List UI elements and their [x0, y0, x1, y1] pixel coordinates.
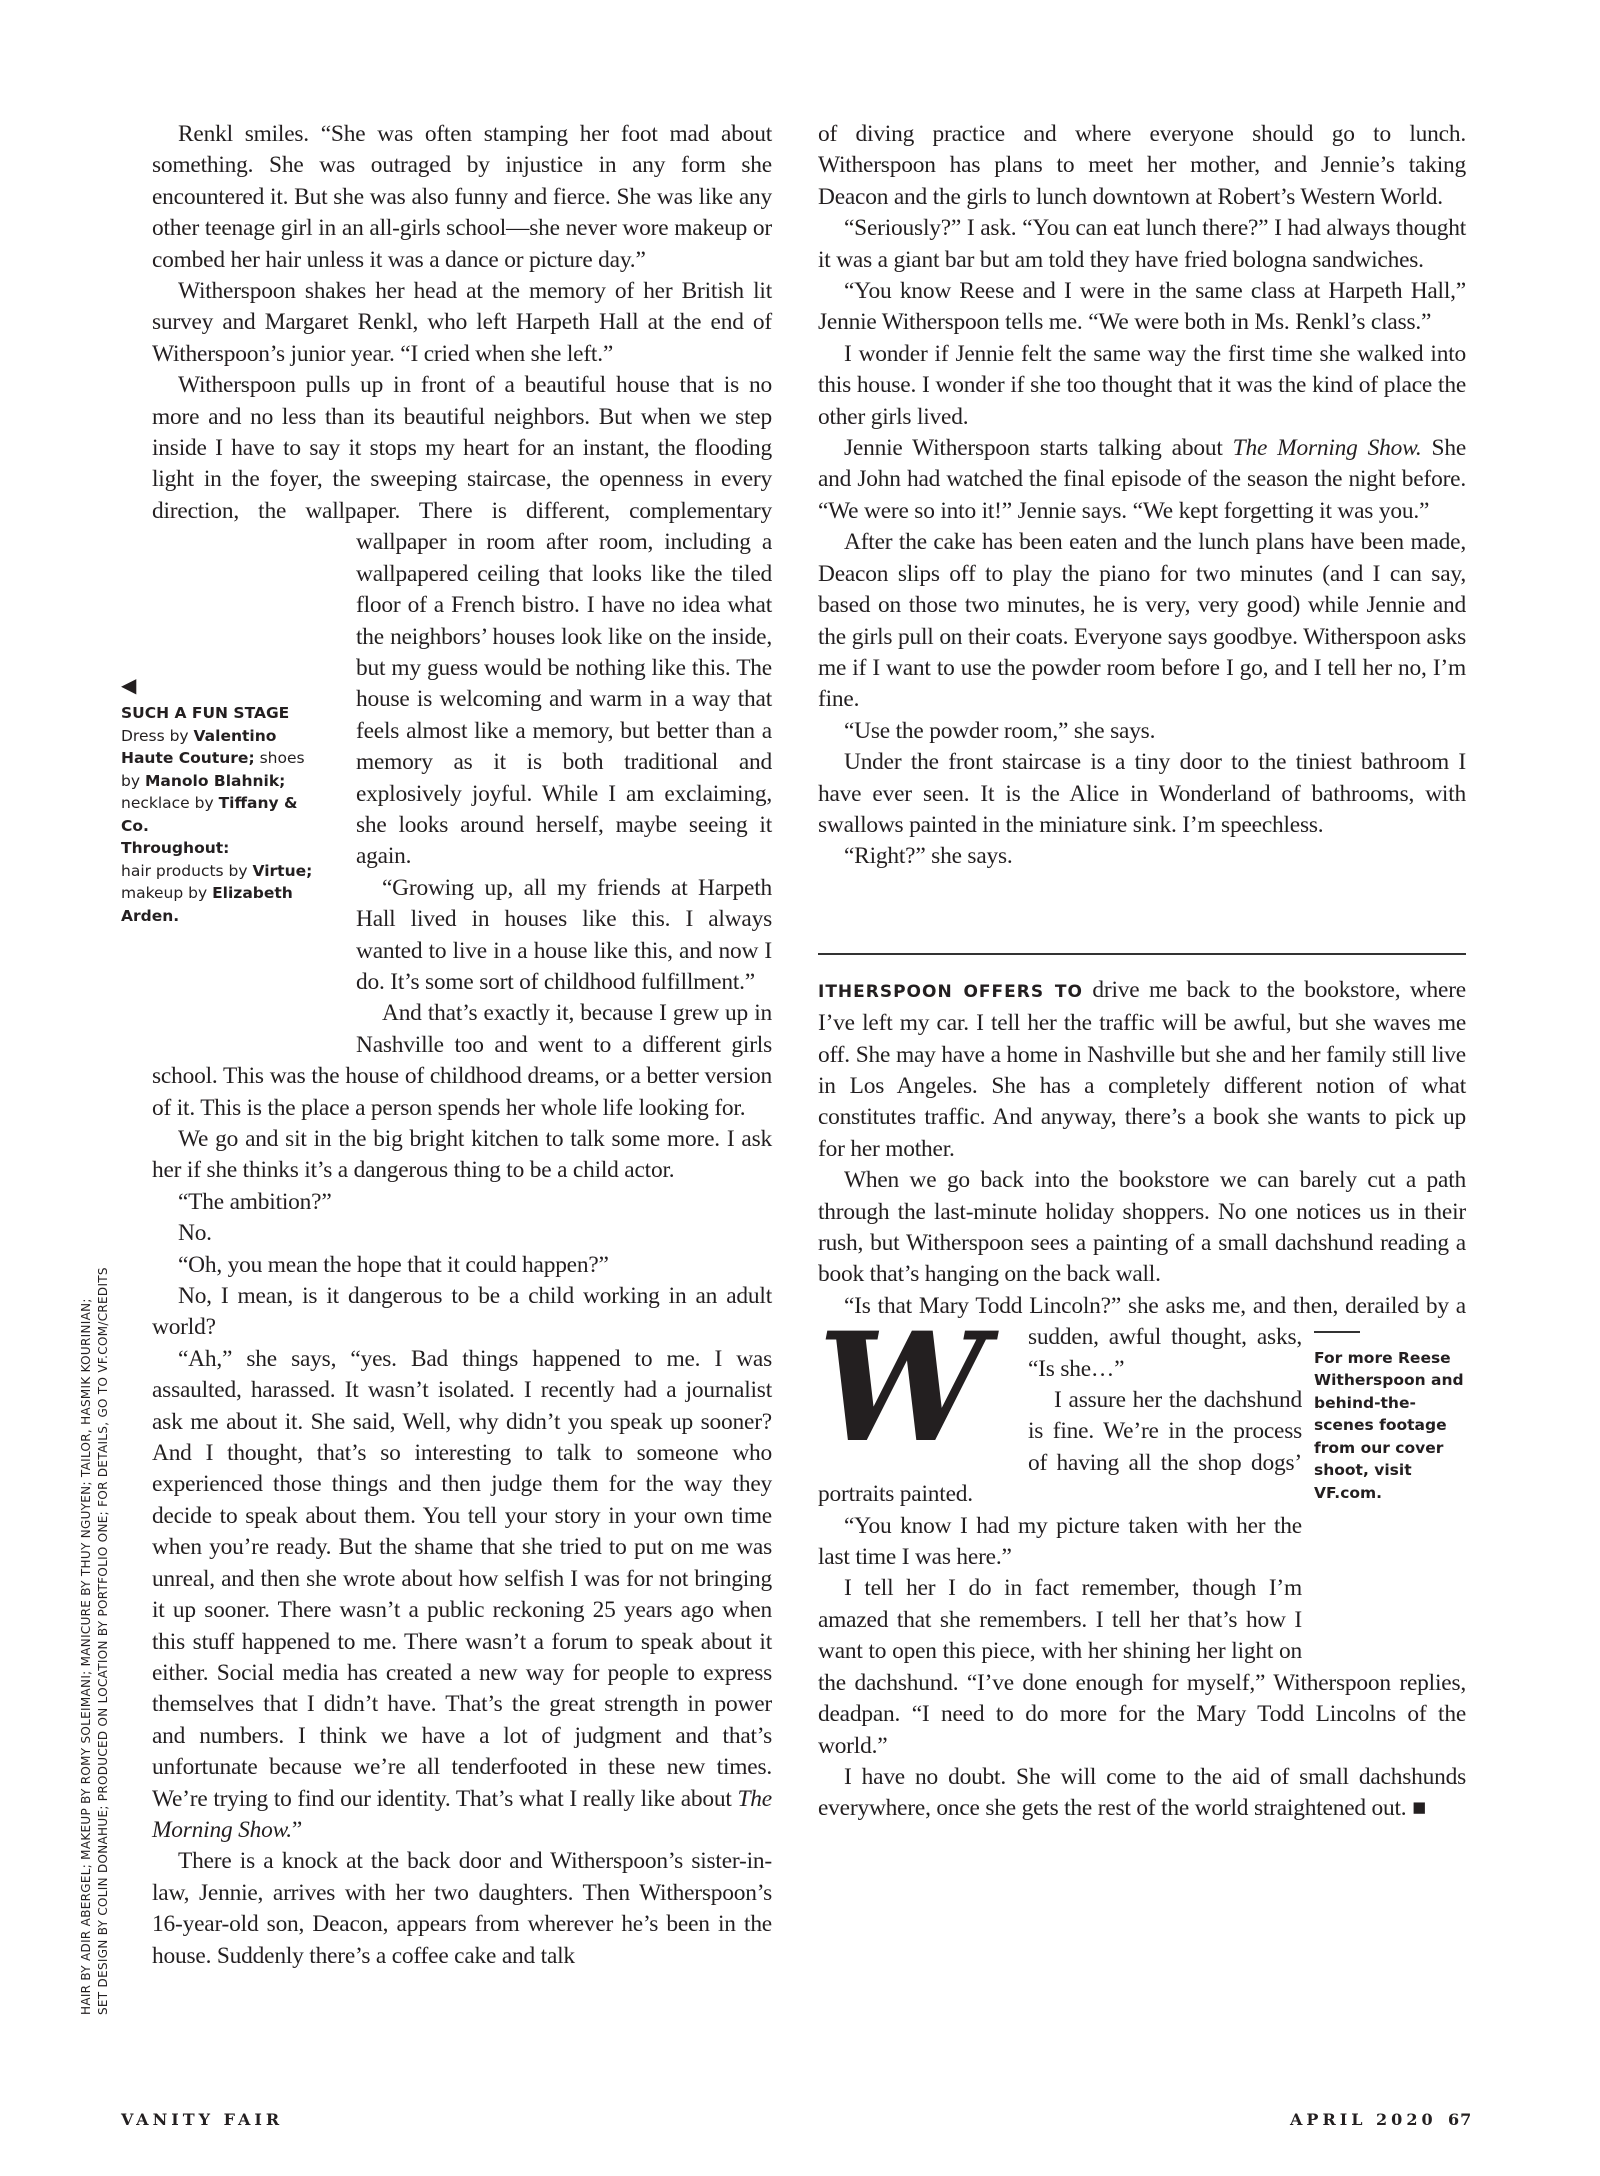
drop-cap: W	[818, 1299, 987, 1476]
paragraph-text: I tell her I do in fact remember, though I’m amazed that she remembers. I tell her that’s how I want to open this piece, with her shining her light on the dachshund. “I’ve done enough for myself,” Witherspoon replies, deadpan. “I need to do more for the Mary Todd Lincolns of the world.”	[818, 1575, 1466, 1759]
left-column	[121, 119, 772, 1972]
caption-text: shoes by	[121, 749, 305, 790]
footer-magazine: VANITY FAIR	[121, 2110, 284, 2129]
italic-title: The Morning Show.	[1232, 435, 1422, 462]
paragraph-text: ”	[291, 1816, 303, 1843]
paragraph	[152, 1218, 772, 1249]
paragraph-text: We go and sit in the big bright kitchen to talk some more. I ask her if she thinks it’s a dangerous thing to be a child actor.	[152, 1126, 772, 1184]
paragraph-text: When we go back into the bookstore we can barely cut a path through the last-minute holiday shoppers. No one notices us in their rush, but Witherspoon sees a painting of a small dachshund reading a book that’s hanging on the back wall.	[818, 1167, 1466, 1288]
caption-text: hair products by	[121, 861, 253, 880]
paragraph-text: “The ambition?”	[178, 1188, 332, 1215]
right-column	[818, 119, 1466, 1825]
paragraph	[152, 1846, 772, 1972]
lead-in: ITHERSPOON OFFERS TO	[818, 981, 1083, 1002]
paragraph	[152, 1187, 772, 1218]
caption-bold-text: Virtue;	[252, 861, 313, 880]
left-arrow-icon: ◀	[121, 673, 137, 697]
paragraph	[152, 1250, 772, 1281]
sidebar-note-text: For more Reese Witherspoon and behind-the-scenes footage from our cover shoot, visit VF.com.	[1314, 1348, 1464, 1502]
paragraph	[818, 1165, 1466, 1291]
paragraph-text: “Ah,” she says, “yes. Bad things happened to me. I was assaulted, harassed. It wasn’t isolated. I recently had a journalist ask me about it. She said, Well, why didn’t you speak up sooner? And I thought, that’s so interesting to talk to someone who experienced those things and then judge them for the way they decide to speak about them. You tell your story in your own time when you’re ready. But the shame that she tried to put on me was unreal, and then she wrote about how selfish I was for not bringing it up sooner. There wasn’t a public reckoning 25 years ago when this stuff happened to me. There wasn’t a forum to speak about it either. Social media has created a new way for people to express themselves that I didn’t have. That’s the great strength in power and numbers. I think we have a lot of judgment and that’s unfortunate because we’re all tenderfooted in these new times. We’re trying to find our identity. That’s what I really like about	[152, 1345, 772, 1812]
paragraph-text: And that’s exactly it, because I grew up in Nashville too and went to a different girls school. This was the house of childhood dreams, or a better version of it. This is the place a person spends her whole life looking for.	[152, 1000, 772, 1121]
caption-text: Dress by	[121, 726, 194, 745]
caption-inset	[121, 540, 356, 1046]
photo-caption	[121, 672, 321, 927]
paragraph	[818, 433, 1466, 527]
paragraph	[152, 1124, 772, 1187]
paragraph-text: “Is that Mary Todd Lincoln?” she asks me, and then, derailed by a sudden, awful thought, asks, “Is she…”	[844, 1292, 1466, 1382]
paragraph-text: drive me back to the bookstore, where I’ve left my car. I tell her the traffic will be awful, but she waves me off. She may have a home in Nashville but she and her family still live in Los Angeles. She has a completely different notion of what constitutes traffic. And anyway, there’s a book she wants to pick up for her mother.	[818, 976, 1466, 1162]
footer-issue: APRIL 2020	[1290, 2110, 1437, 2129]
paragraph-text: There is a knock at the back door and Witherspoon’s sister-in-law, Jennie, arrives with her two daughters. Then Witherspoon’s 16-year-old son, Deacon, appears from wherever he’s been in the house. Suddenly there’s a coffee cake and talk	[152, 1848, 772, 1969]
paragraph-text: I assure her the dachshund is fine. We’re in the process of having all the shop dogs’ portraits painted.	[818, 1387, 1302, 1508]
paragraph	[818, 1762, 1466, 1825]
paragraph-text: Witherspoon pulls up in front of a beautiful house that is no more and no less than its beautiful neighbors. But when we step inside I have to say it stops my heart for an instant, the flooding light in the foyer, the sweeping staircase, the openness in every direction, the wallpaper. There is different, complementary wallpaper in room after room, including a wallpapered ceiling that looks like the tiled floor of a French bistro. I have no idea what the neighbors’ houses look like on the inside, but my guess would be nothing like this. The house is welcoming and warm in a way that feels almost like a memory, but better than a memory as it is both traditional and explosively joyful. While I am exclaiming, she looks around herself, maybe seeing it again.	[152, 372, 772, 870]
right-column-section2	[818, 975, 1466, 1825]
paragraph	[152, 119, 772, 276]
paragraph-text: “You know Reese and I were in the same class at Harpeth Hall,” Jennie Witherspoon tells me. “We were both in Ms. Renkl’s class.”	[818, 278, 1466, 336]
paragraph	[818, 747, 1466, 841]
credits-line: HAIR BY ADIR ABERGEL; MAKEUP BY ROMY SOLEIMANI; MANICURE BY THUY NGUYEN; TAILOR, HASMIK KOURINIAN;	[79, 1298, 93, 2015]
caption-bold-text: Throughout:	[121, 839, 230, 857]
right-column-top	[818, 119, 1466, 873]
paragraph-text: “Seriously?” I ask. “You can eat lunch there?” I had always thought it was a giant bar but am told they have fried bologna sandwiches.	[818, 215, 1466, 273]
paragraph-text: No.	[178, 1220, 212, 1247]
paragraph-text: “You know I had my picture taken with her the last time I was here.”	[818, 1512, 1302, 1571]
page-number: 67	[1448, 2110, 1473, 2129]
paragraph	[818, 213, 1466, 276]
paragraph-text: “Use the powder room,” she says.	[844, 717, 1156, 744]
paragraph-text: “Oh, you mean the hope that it could happen?”	[178, 1251, 609, 1278]
paragraph-text: “Growing up, all my friends at Harpeth Hall lived in houses like this. I always wanted to live in a house like this, and now I do. It’s some sort of childhood fulfillment.”	[356, 874, 772, 995]
credits-line: SET DESIGN BY COLIN DONAHUE; PRODUCED ON LOCATION BY PORTFOLIO ONE; FOR DETAILS, GO TO VF.COM/CREDITS	[96, 1267, 110, 2015]
paragraph-text: Under the front staircase is a tiny door to the tiniest bathroom I have ever seen. It is the Alice in Wonderland of bathrooms, with swallows painted in the miniature sink. I’m speechless.	[818, 749, 1466, 838]
sidebar-rule	[1314, 1331, 1360, 1333]
caption-bold-text: SUCH A FUN STAGE	[121, 704, 290, 722]
paragraph	[152, 1281, 772, 1344]
caption-bold-text: Manolo Blahnik;	[144, 771, 286, 790]
caption-text: necklace by	[121, 794, 219, 812]
paragraph-text: After the cake has been eaten and the lunch plans have been made, Deacon slips off to play the piano for two minutes (and I can say, based on those two minutes, he is very, very good) while Jennie and the girls pull on their coats. Everyone says goodbye. Witherspoon asks me if I want to use the powder room before I go, and I tell her no, I’m fine.	[818, 529, 1466, 713]
paragraph-text: Renkl smiles. “She was often stamping her foot mad about something. She was outraged by injustice in any form she encountered it. But she was also funny and fierce. She was like any other teenage girl in an all-girls school—she never wore makeup or combed her hair unless it was a dance or picture day.”	[152, 121, 772, 273]
paragraph-text: of diving practice and where everyone should go to lunch. Witherspoon has plans to meet her mother, and Jennie’s taking Deacon and the girls to lunch downtown at Robert’s Western World.	[818, 121, 1466, 210]
paragraph	[818, 339, 1466, 433]
paragraph-text: I have no doubt. She will come to the aid of small dachshunds everywhere, once she gets the rest of the world straightened out. ■	[818, 1763, 1466, 1822]
paragraph-text: “Right?” she says.	[844, 843, 1013, 870]
paragraph	[818, 716, 1466, 747]
paragraph-text: Jennie Witherspoon starts talking about	[844, 435, 1233, 462]
caption-text: makeup by	[121, 884, 213, 902]
caption-bold-text: Tiffany & Co.	[121, 794, 298, 835]
sidebar-note	[1302, 1325, 1466, 1649]
paragraph	[818, 527, 1466, 715]
paragraph	[152, 1344, 772, 1847]
paragraph-text: I wonder if Jennie felt the same way the first time she walked into this house. I wonder if she too thought that it was the kind of place the other girls lived.	[818, 340, 1466, 430]
paragraph-text: No, I mean, is it dangerous to be a child working in an adult world?	[152, 1283, 772, 1341]
paragraph-text: She and John had watched the final episode of the season the night before. “We were so into it!” Jennie says. “We kept forgetting it was you.”	[818, 435, 1466, 524]
paragraph-text: Witherspoon shakes her head at the memory of her British lit survey and Margaret Renkl, who left Harpeth Hall at the end of Witherspoon’s junior year. “I cried when she left.”	[152, 278, 772, 367]
paragraph	[152, 276, 772, 370]
caption-bold-text: Elizabeth Arden.	[121, 884, 293, 925]
paragraph	[818, 119, 1466, 213]
italic-title: The Morning Show.	[152, 1785, 772, 1843]
caption-bold-text: Valentino Haute Couture;	[121, 726, 277, 767]
section-divider	[818, 953, 1466, 955]
paragraph	[818, 276, 1466, 339]
paragraph	[818, 975, 1466, 1165]
photo-credits	[78, 1267, 112, 2015]
paragraph	[818, 841, 1466, 872]
